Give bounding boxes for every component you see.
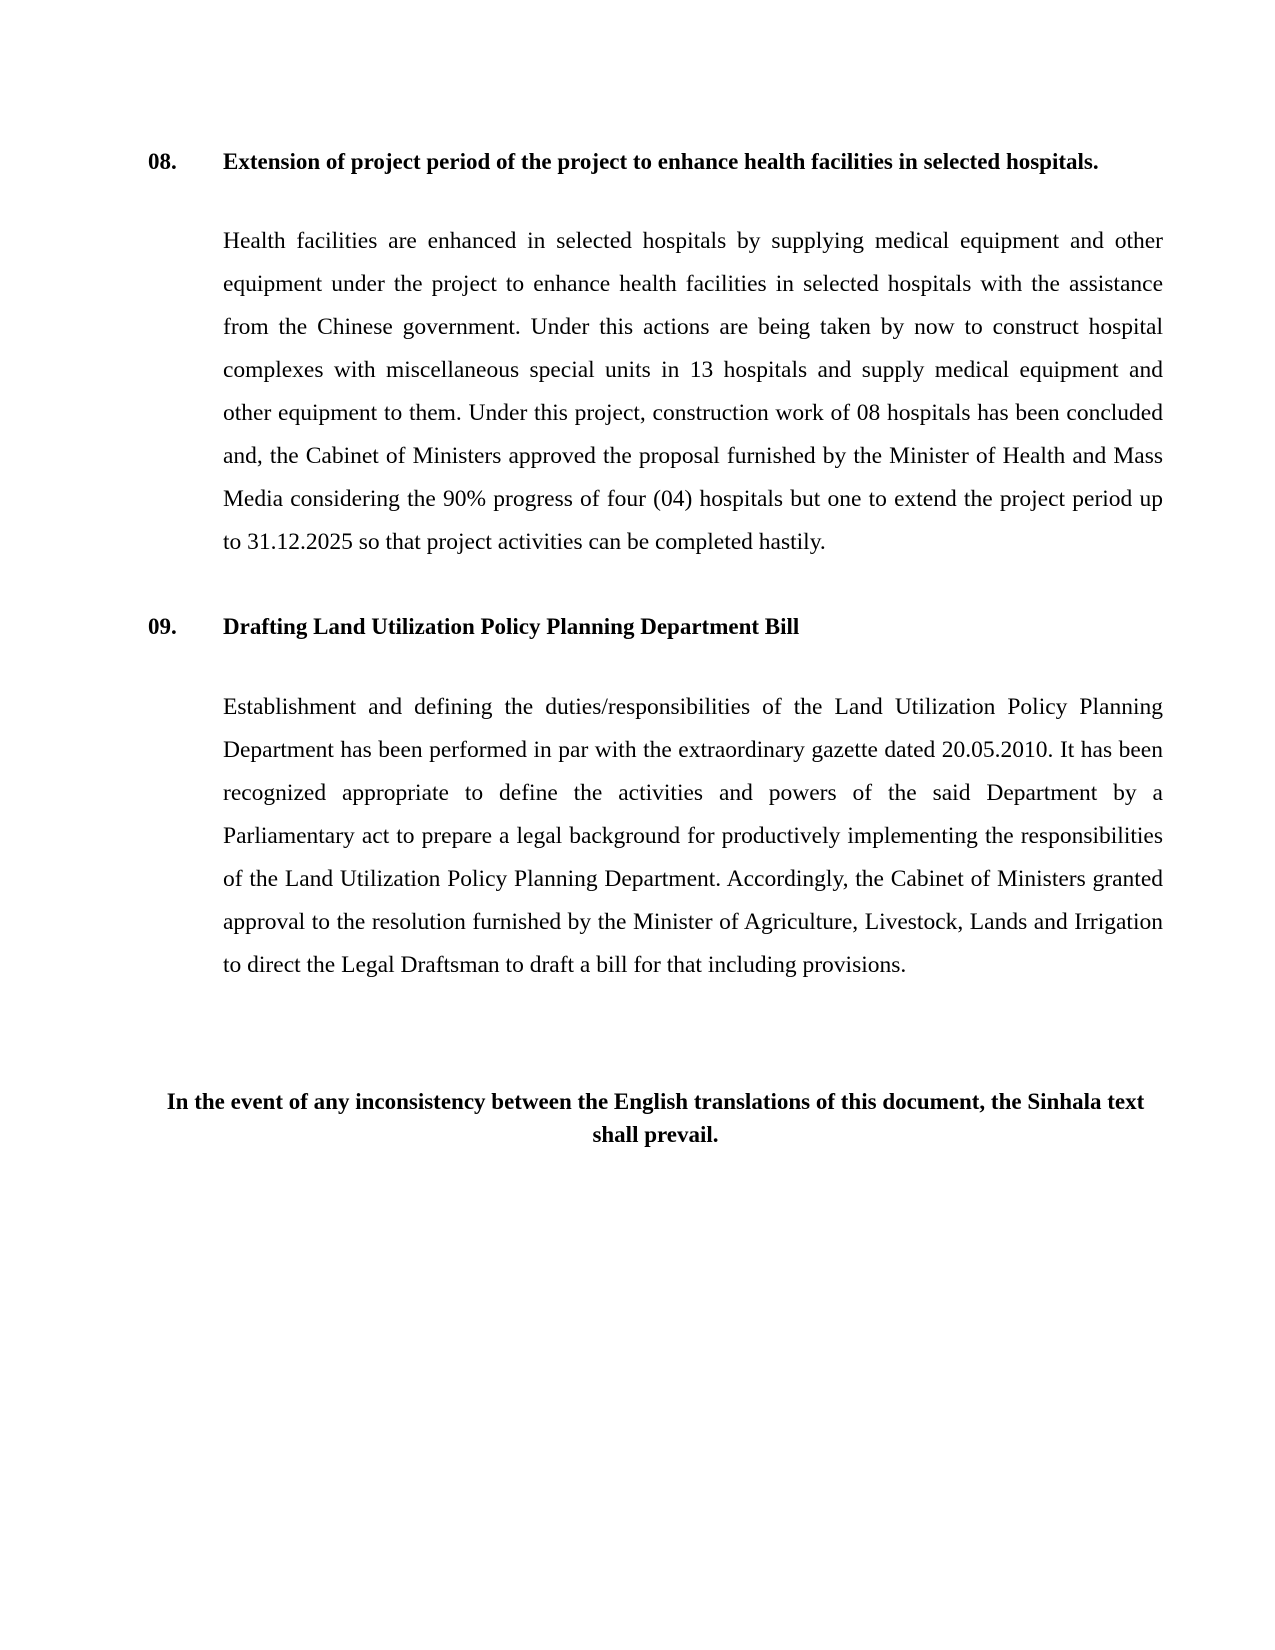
section-number: 08. [148, 149, 177, 174]
section-body-08: Health facilities are enhanced in selected hospitals by supplying medical equipment and other equipment under the project to enhance health facilities in selected hospitals with the assistance from the Chinese government. Under this actions are being taken by now to construct hospital complexes with miscellaneous special units in 13 hospitals and supply medical equipment and other equipment to them. Under this project, construction work of 08 hospitals has been concluded and, the Cabinet of Ministers approved the proposal furnished by the Minister of Health and Mass Media considering the 90% progress of four (04) hospitals but one to extend the project period up to 31.12.2025 so that project activities can be completed hastily. [223, 228, 1163, 555]
language-notice: In the event of any inconsistency between the English translations of this document, the Sinhala text shall prevail. [166, 1089, 1145, 1147]
section-title: Extension of project period of the project to enhance health facilities in selected hospitals. [223, 149, 1099, 174]
section-body-09: Establishment and defining the duties/responsibilities of the Land Utilization Policy Planning Department has been performed in par with the extraordinary gazette dated 20.05.2010. It has been recognized appropriate to define the activities and powers of the said Department by a Parliamentary act to prepare a legal background for productively implementing the responsibilities of the Land Utilization Policy Planning Department. Accordingly, the Cabinet of Ministers granted approval to the resolution furnished by the Minister of Agriculture, Livestock, Lands and Irrigation to direct the Legal Draftsman to draft a bill for that including provisions. [223, 694, 1163, 978]
section-title: Drafting Land Utilization Policy Planning Department Bill [223, 614, 800, 639]
section-number: 09. [148, 614, 177, 639]
